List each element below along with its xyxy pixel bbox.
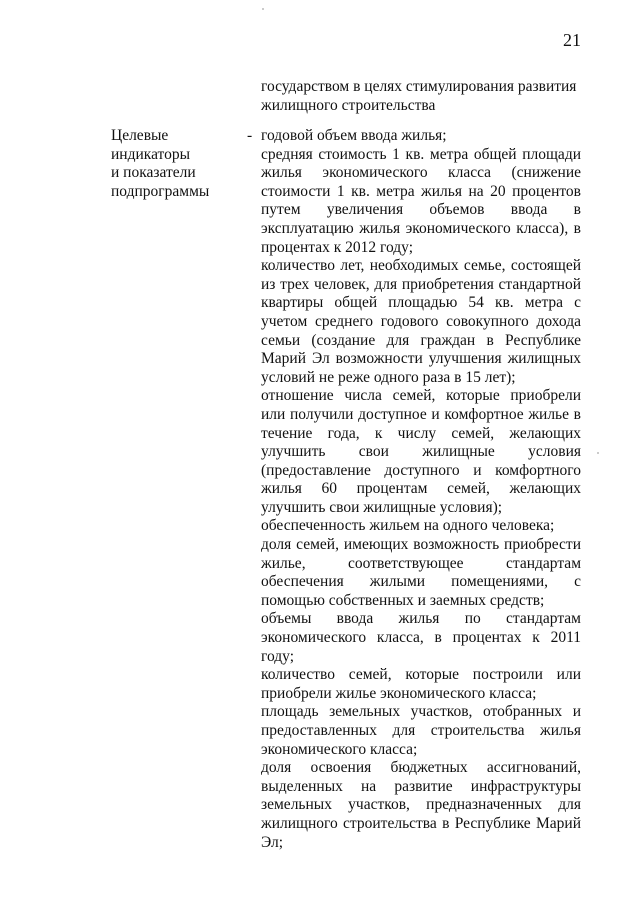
section-label-line: индикаторы bbox=[111, 145, 191, 163]
indicator-item: доля семей, имеющих возможность приобрести жилье, соответствующее стандартам обеспечения жилыми помещениями, с помощью собственных и заемных средств; bbox=[261, 536, 581, 609]
scan-speck bbox=[262, 8, 264, 10]
page-number: 21 bbox=[563, 30, 581, 50]
indicator-item: средняя стоимость 1 кв. метра общей площади жилья экономического класса (снижение стоимости 1 кв. метра жилья на 20 процентов путем увеличения объемов ввода в эксплуатацию жилья экономического класса), в процентах к 2012 году; bbox=[261, 145, 581, 256]
indicator-item: количество лет, необходимых семье, состоящей из трех человек, для приобретения стандартной квартиры общей площадью 54 кв. метра с учетом среднего годового совокупного дохода семьи (создание для граждан в Республике Марий Эл возможности улучшения жилищных условий не реже одного раза в 15 лет); bbox=[261, 257, 581, 386]
scan-speck bbox=[597, 452, 599, 454]
section-label bbox=[111, 127, 241, 201]
section-label-line: Целевые bbox=[111, 127, 169, 144]
continuation-text: государством в целях стимулирования развития жилищного строительства bbox=[261, 78, 577, 114]
section-label-line: и показатели bbox=[111, 164, 196, 182]
list-dash: - bbox=[247, 127, 253, 144]
indicator-item: объемы ввода жилья по стандартам экономического класса, в процентах к 2011 году; bbox=[261, 610, 581, 665]
indicator-item: обеспеченность жильем на одного человека; bbox=[261, 517, 555, 535]
indicator-item: отношение числа семей, которые приобрели или получили доступное и комфортное жилье в течение года, к числу семей, желающих улучшить свои жилищные условия (предоставление доступного и комфортного жилья 60 процентам семей, желающих улучшить свои жилищные условия); bbox=[261, 387, 581, 516]
indicator-list bbox=[261, 127, 581, 852]
section-label-line: подпрограммы bbox=[111, 182, 210, 200]
indicator-item: количество семей, которые построили или приобрели жилье экономического класса; bbox=[261, 666, 581, 702]
indicator-item: площадь земельных участков, отобранных и предоставленных для строительства жилья экономического класса; bbox=[261, 703, 581, 758]
indicator-item: годовой объем ввода жилья; bbox=[261, 127, 447, 144]
indicator-item: доля освоения бюджетных ассигнований, выделенных на развитие инфраструктуры земельных участков, предназначенных для жилищного строительства в Республике Марий Эл; bbox=[261, 759, 581, 851]
